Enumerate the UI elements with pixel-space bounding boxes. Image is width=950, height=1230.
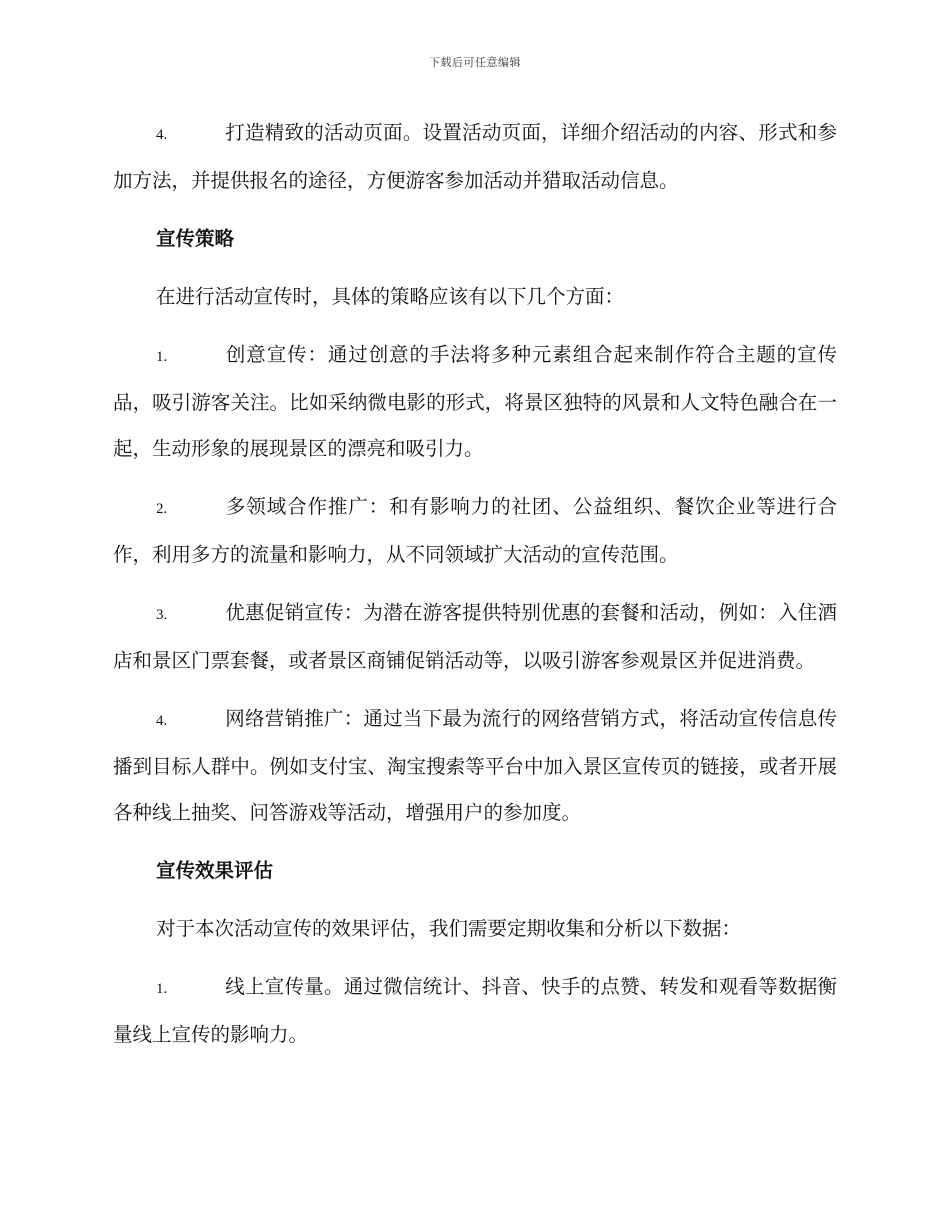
list-item-text: 多领域合作推广：和有影响力的社团、公益组织、餐饮企业等进行合作，利用多方的流量和影响力，从不同领域扩大活动的宣传范围。 <box>113 495 837 566</box>
list-item-text: 线上宣传量。通过微信统计、抖音、快手的点赞、转发和观看等数据衡量线上宣传的影响力。 <box>113 975 837 1046</box>
page-header: 下载后可任意编辑 <box>429 56 521 69</box>
list-item <box>113 110 837 204</box>
list-item-text: 创意宣传：通过创意的手法将多种元素组合起来制作符合主题的宣传品，吸引游客关注。比如采纳微电影的形式，将景区独特的风景和人文特色融合在一起，生动形象的展现景区的漂亮和吸引力。 <box>113 343 837 460</box>
paragraph: 对于本次活动宣传的效果评估，我们需要定期收集和分析以下数据： <box>156 917 742 940</box>
list-number: 1. <box>156 981 168 997</box>
list-item <box>113 590 837 684</box>
list-number: 4. <box>156 127 168 143</box>
section-heading: 宣传效果评估 <box>156 859 274 882</box>
document-body <box>113 110 837 1070</box>
paragraph: 在进行活动宣传时，具体的策略应该有以下几个方面： <box>156 285 625 308</box>
list-item-text: 网络营销推广：通过当下最为流行的网络营销方式，将活动宣传信息传播到目标人群中。例如支付宝、淘宝搜索等平台中加入景区宣传页的链接，或者开展各种线上抽奖、问答游戏等活动，增强用户的参加度。 <box>113 707 837 824</box>
list-item <box>113 332 837 472</box>
list-item <box>113 696 837 836</box>
list-item-text: 打造精致的活动页面。设置活动页面，详细介绍活动的内容、形式和参加方法，并提供报名的途径，方便游客参加活动并猎取活动信息。 <box>113 121 837 192</box>
list-number: 2. <box>156 501 168 517</box>
list-item <box>113 484 837 578</box>
list-number: 4. <box>156 713 168 729</box>
list-item-text: 优惠促销宣传：为潜在游客提供特别优惠的套餐和活动，例如：入住酒店和景区门票套餐，或者景区商铺促销活动等，以吸引游客参观景区并促进消费。 <box>113 601 837 672</box>
list-number: 1. <box>156 349 168 365</box>
list-item <box>113 964 837 1058</box>
list-number: 3. <box>156 607 168 623</box>
section-heading: 宣传策略 <box>156 227 235 250</box>
